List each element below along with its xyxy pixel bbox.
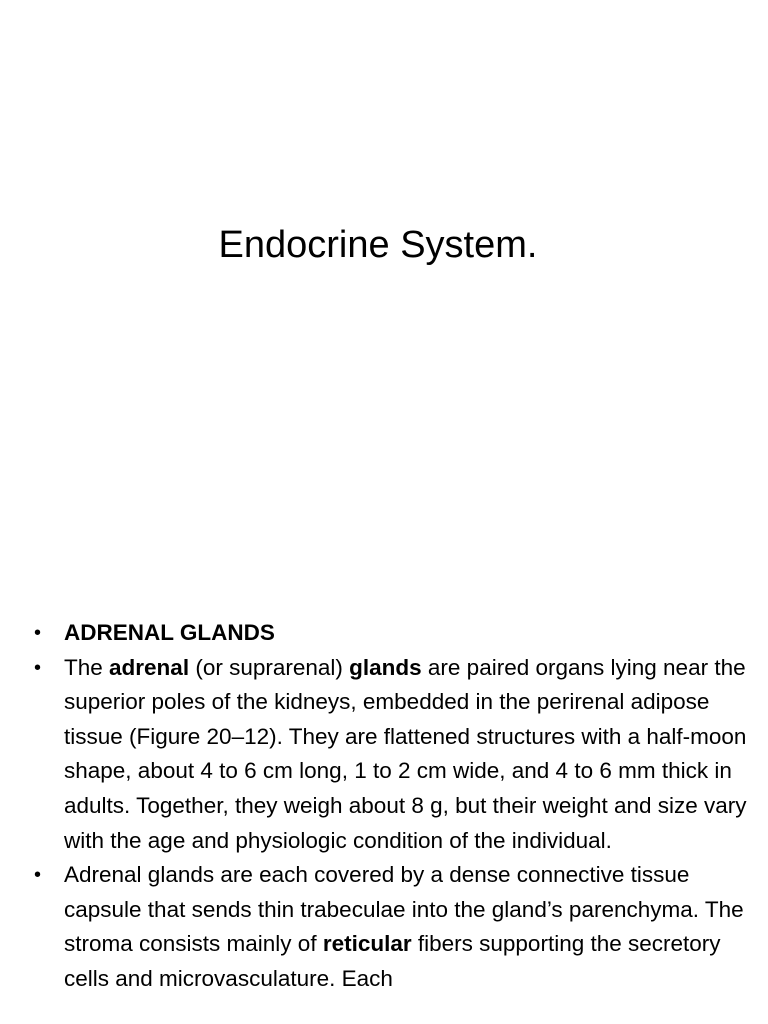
bold-term: glands (349, 654, 422, 680)
text-run: fibers supporting the secretory cells and microvasculature. Each (64, 931, 721, 991)
text-run: (or suprarenal) (189, 654, 350, 680)
text-run: The (64, 654, 110, 680)
slide-title: Endocrine System. (218, 224, 538, 266)
bullet-marker: • (34, 622, 42, 644)
text-run: Adrenal glands are each covered by a dense connective tissue capsule that sends thin trabeculae into the gland’s parenchyma. The stroma consists mainly of (64, 862, 744, 957)
list-item (34, 616, 752, 651)
bullet-marker: • (34, 656, 42, 679)
text-run: are paired organs lying near the superior poles of the kidneys, embedded in the perirenal adipose tissue (Figure 20–12). They are flattened structures with a half-moon shape, about 4 to 6 cm long, 1 to 2 cm wide, and 4 to 6 mm thick in adults. Together, they weigh about 8 g, but their weight and size vary with the age and physiologic condition of the individual. (64, 654, 747, 853)
bullet-marker: • (34, 864, 42, 887)
bullet-list (34, 616, 752, 997)
list-item (34, 858, 752, 996)
list-item (34, 651, 752, 859)
bold-term: reticular (322, 931, 412, 957)
bold-term: adrenal (109, 654, 190, 680)
section-heading: ADRENAL GLANDS (64, 620, 275, 645)
